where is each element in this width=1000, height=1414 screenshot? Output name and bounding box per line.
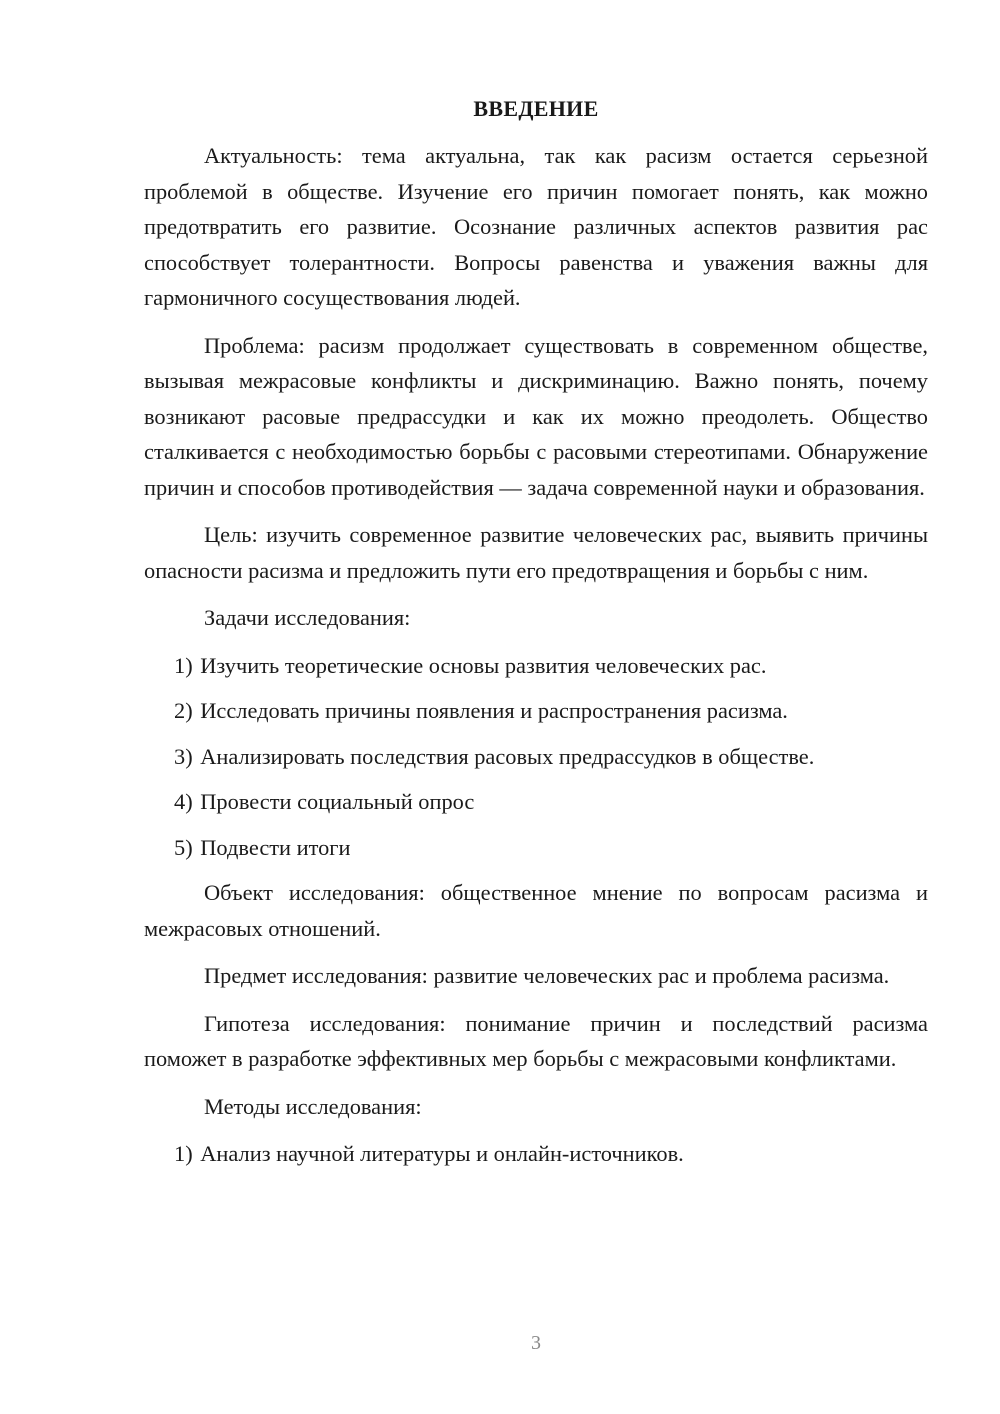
page-number: 3 <box>531 1332 541 1354</box>
paragraph-subject: Предмет исследования: развитие человеческих рас и проблема расизма. <box>204 963 890 988</box>
list-item-text: Анализировать последствия расовых предрассудков в обществе. <box>200 743 815 769</box>
list-item-text: Подвести итоги <box>200 834 351 860</box>
list-item <box>174 739 928 775</box>
methods-list <box>144 1136 928 1172</box>
list-item-number: 1) <box>174 1141 193 1166</box>
list-item-number: 1) <box>174 652 193 678</box>
paragraph-tasks-heading: Задачи исследования: <box>204 605 411 630</box>
paragraph-hypothesis: Гипотеза исследования: понимание причин и последствий расизма поможет в разработке эффективных мер борьбы с межрасовыми конфликтами. <box>144 1010 928 1071</box>
list-item-text: Провести социальный опрос <box>200 789 475 814</box>
list-item <box>174 830 928 866</box>
list-item-text: Изучить теоретические основы развития человеческих рас. <box>200 652 767 678</box>
list-item-number: 4) <box>174 789 193 814</box>
list-item-text: Анализ научной литературы и онлайн-источников. <box>200 1141 684 1166</box>
paragraph-problem: Проблема: расизм продолжает существовать в современном обществе, вызывая межрасовые конфликты и дискриминацию. Важно понять, почему возникают расовые предрассудки и как их можно преодолеть. Общество сталкивается с необходимостью борьбы с расовыми стереотипами. Обнаружение причин и способов противодействия — задача современной науки и образования. <box>144 332 928 500</box>
list-item-number: 5) <box>174 834 193 860</box>
section-title: ВВЕДЕНИЕ <box>473 96 599 121</box>
list-item <box>174 648 928 684</box>
document-page <box>144 92 928 1182</box>
list-item <box>174 784 928 820</box>
paragraph-methods-heading: Методы исследования: <box>204 1093 422 1119</box>
list-item <box>174 1136 928 1172</box>
paragraph-object: Объект исследования: общественное мнение по вопросам расизма и межрасовых отношений. <box>144 880 928 941</box>
paragraph-relevance: Актуальность: тема актуальна, так как расизм остается серьезной проблемой в обществе. Изучение его причин помогает понять, как можно предотвратить его развитие. Осознание различных аспектов развития рас способствует толерантности. Вопросы равенства и уважения важны для гармоничного сосуществования людей. <box>144 143 928 310</box>
list-item-text: Исследовать причины появления и распространения расизма. <box>200 698 788 723</box>
paragraph-goal: Цель: изучить современное развитие человеческих рас, выявить причины опасности расизма и предложить пути его предотвращения и борьбы с ним. <box>144 522 928 583</box>
list-item-number: 3) <box>174 743 193 769</box>
tasks-list <box>144 648 928 866</box>
list-item-number: 2) <box>174 698 193 723</box>
list-item <box>174 693 928 729</box>
